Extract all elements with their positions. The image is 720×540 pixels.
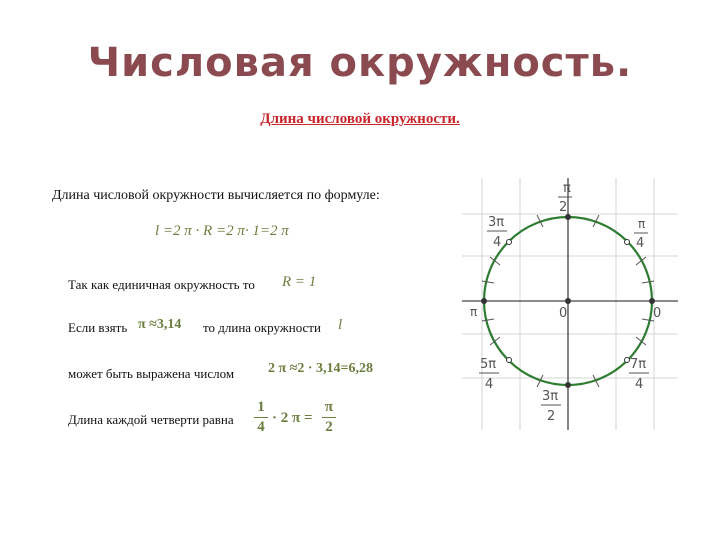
fraction-one-quarter	[254, 399, 268, 436]
label-tl-den: 4	[493, 235, 502, 250]
line2-var: l	[338, 317, 343, 333]
label-tr-num: π	[638, 217, 646, 231]
fraction-numerator: π	[324, 399, 334, 415]
label-top-den: 2	[559, 200, 568, 215]
label-tl-num: 3π	[488, 215, 505, 230]
label-br-num: 7π	[630, 357, 647, 372]
line4-mid: · 2 π =	[272, 410, 313, 426]
line2-text-a: Если взять	[68, 320, 128, 335]
line2-formula: π ≈3,14	[138, 317, 182, 332]
label-bottom-den: 2	[547, 409, 556, 424]
line3-text: может быть выражена числом	[68, 366, 235, 381]
label-zero-center: 0	[559, 306, 568, 321]
fraction-pi-half	[322, 399, 336, 436]
unit-circle-diagram	[462, 178, 678, 430]
label-bl-den: 4	[485, 377, 494, 392]
slide-subtitle: Длина числовой окружности.	[260, 111, 460, 127]
fraction-numerator: 1	[257, 399, 265, 415]
line4-text: Длина каждой четверти равна	[68, 412, 234, 427]
label-tr-den: 4	[636, 236, 645, 251]
label-bottom-num: 3π	[542, 389, 559, 404]
label-zero-right: 0	[653, 306, 662, 321]
fraction-denominator: 2	[325, 419, 333, 435]
slide-title: Числовая окружность.	[87, 40, 633, 86]
line1-formula: R = 1	[282, 274, 317, 290]
line1-text: Так как единичная окружность то	[68, 277, 255, 292]
label-bl-num: 5π	[480, 357, 497, 372]
label-br-den: 4	[635, 377, 644, 392]
label-left-pi: π	[470, 305, 478, 319]
main-formula: l =2 π · R =2 π· 1=2 π	[155, 223, 289, 239]
label-top-num: π	[563, 181, 571, 196]
fraction-denominator: 4	[257, 419, 265, 435]
line2-text-b: то длина окружности	[203, 320, 321, 335]
line3-formula: 2 π ≈2 · 3,14=6,28	[268, 361, 373, 376]
intro-text: Длина числовой окружности вычисляется по формуле:	[52, 188, 380, 203]
